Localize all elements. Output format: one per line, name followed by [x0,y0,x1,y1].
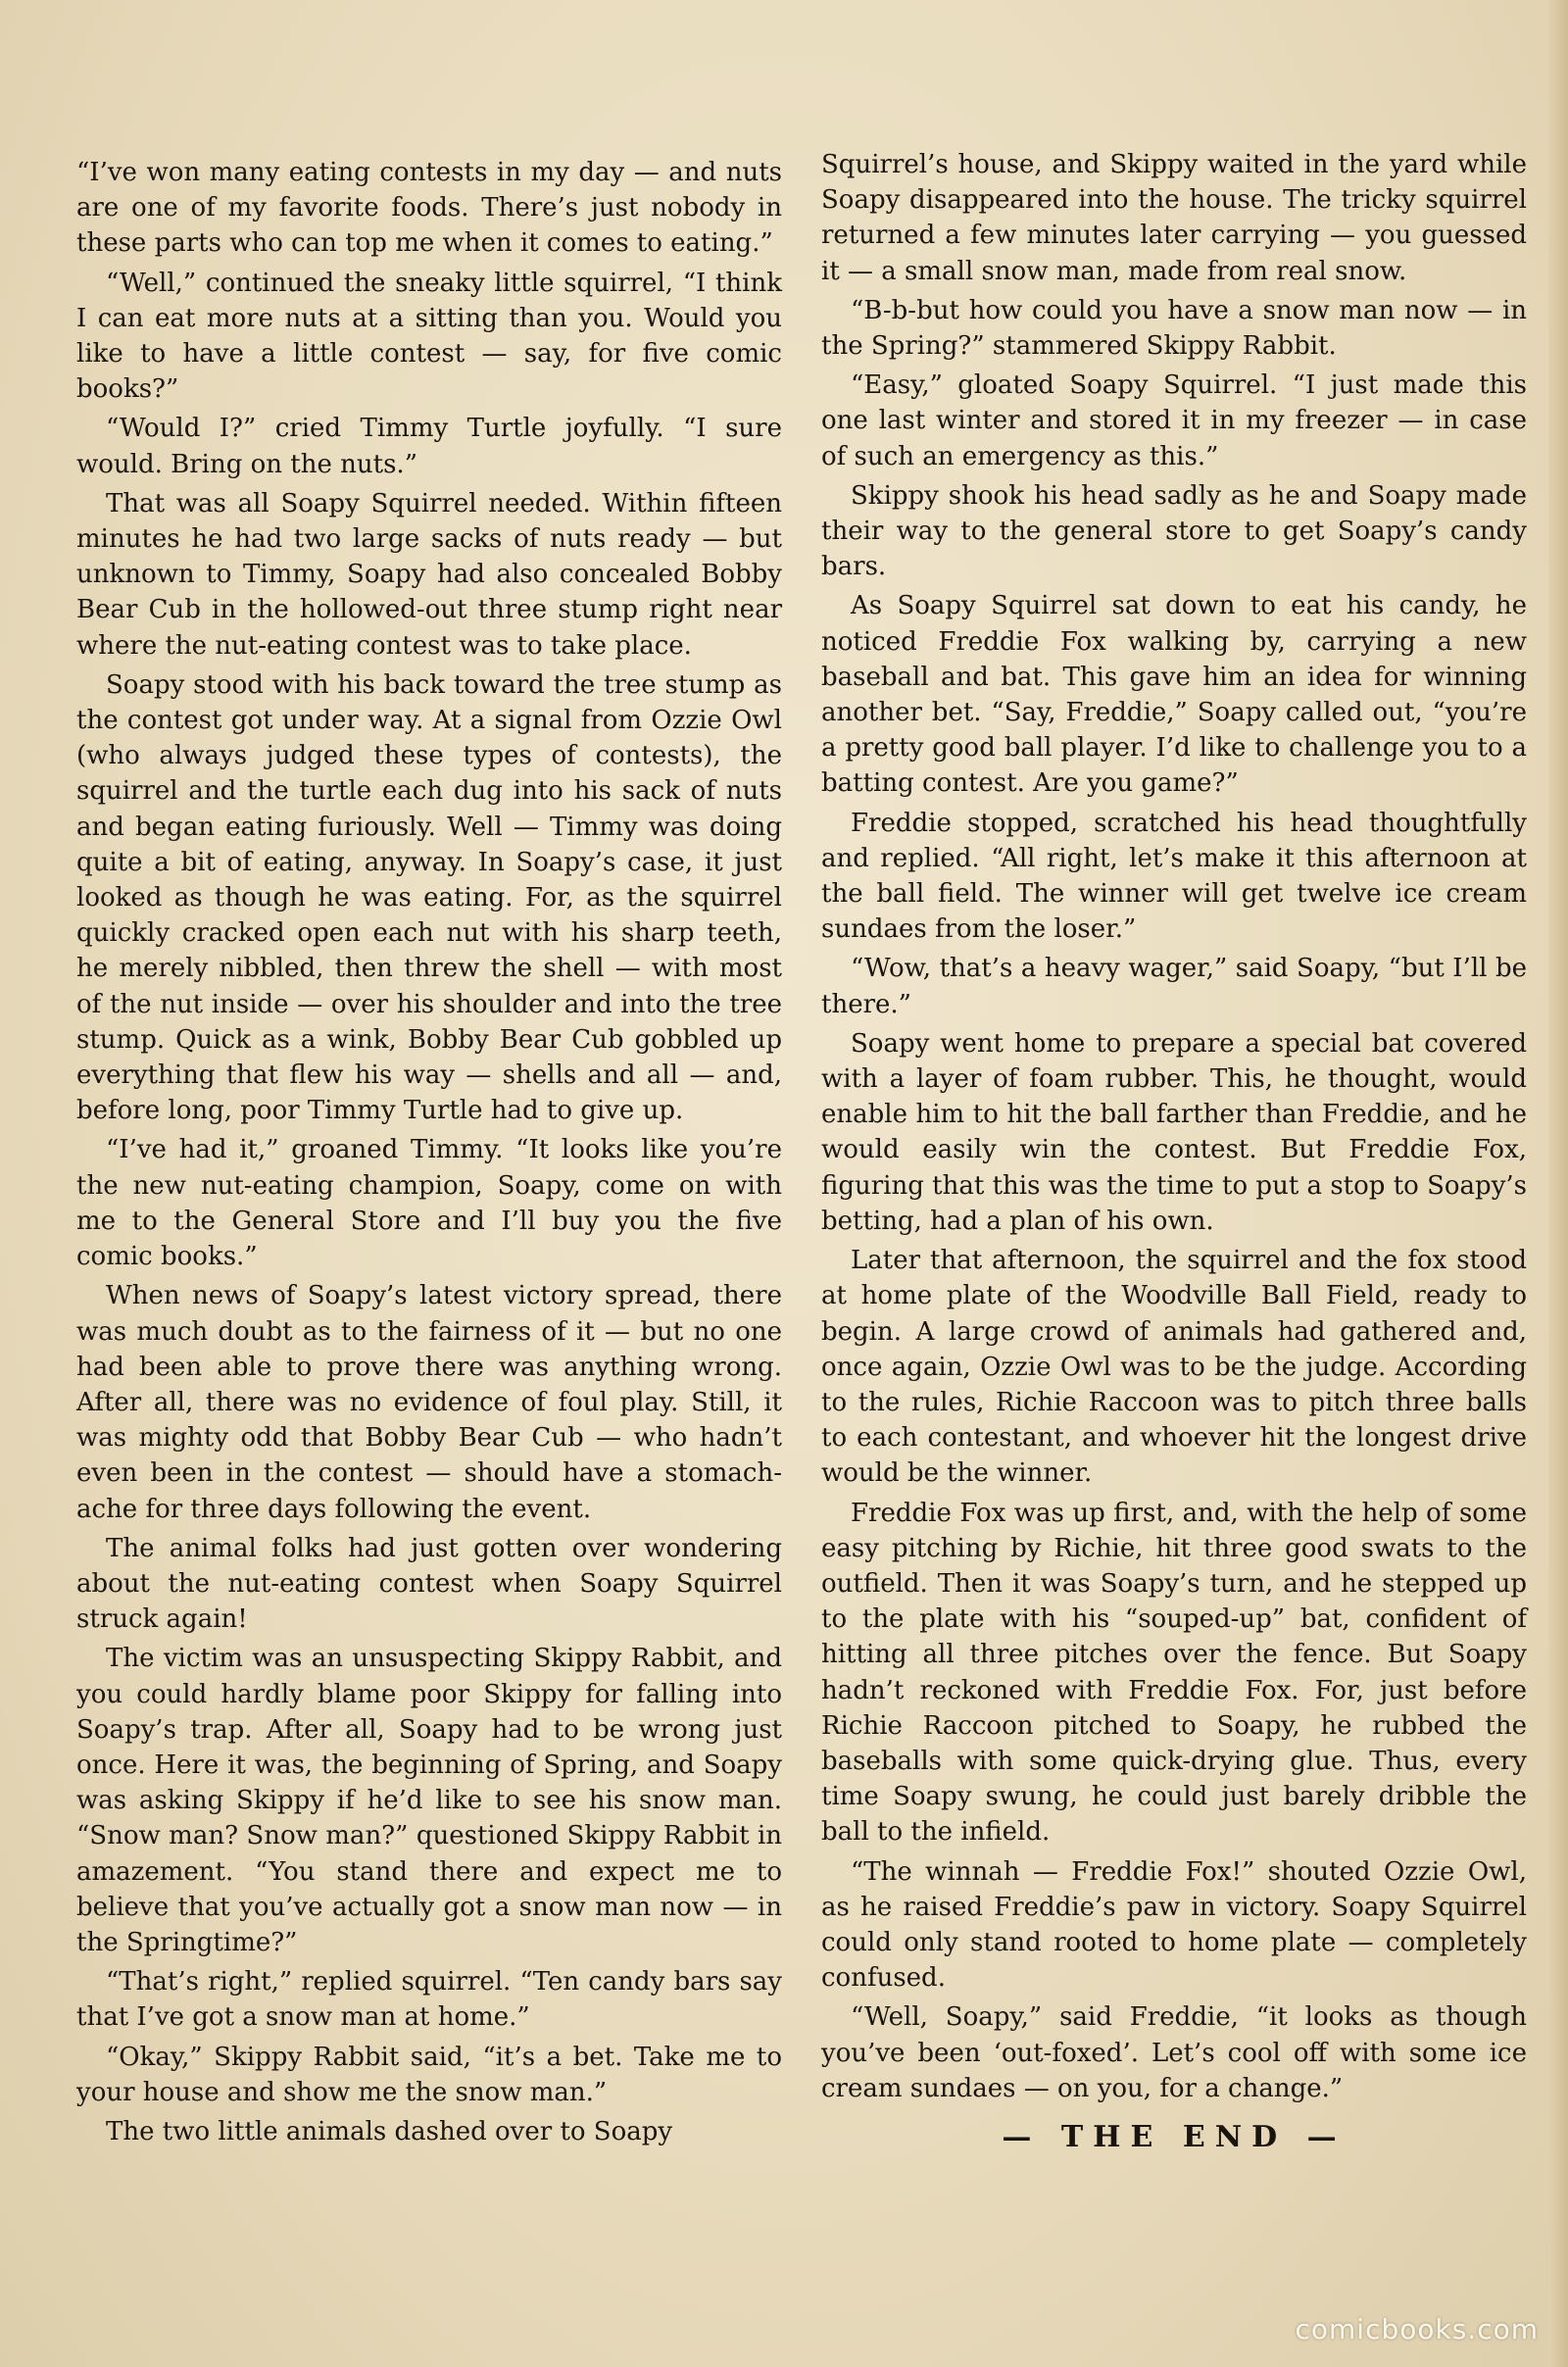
paragraph: Freddie stopped, scratched his head thoughtfully and replied. “All right, let’s make it this afternoon at the ball field. The winner will get twelve ice cream sundaes from the loser.” [821,808,1527,945]
paragraph: “Well, Soapy,” said Freddie, “it looks as though you’ve been ‘out-foxed’. Let’s cool off with some ice cream sundaes — on you, for a change.” [821,2002,1527,2103]
paragraph: Freddie Fox was up first, and, with the help of some easy pitching by Richie, hit three good swats to the outfield. Then it was Soapy’s turn, and he stepped up to the plate with his “souped-up” bat, confident of hitting all three pitches over the fence. But Soapy hadn’t reckoned with Freddie Fox. For, just before Richie Raccoon pitched to Soapy, he rubbed the baseballs with some quick-drying glue. Thus, every time Soapy swung, he could just barely dribble the ball to the infield. [821,1498,1527,1848]
the-end-label: — THE END — [1002,2119,1347,2154]
paragraph: “Easy,” gloated Soapy Squirrel. “I just made this one last winter and stored it in my freezer — in case of such an emergency as this.” [821,370,1527,471]
paragraph: “Wow, that’s a heavy wager,” said Soapy, “but I’ll be there.” [821,954,1527,1019]
paragraph: “B-b-but how could you have a snow man now — in the Spring?” stammered Skippy Rabbit. [821,295,1527,362]
paragraph: “That’s right,” replied squirrel. “Ten candy bars say that I’ve got a snow man at home.” [76,1967,782,2033]
paragraph: The two little animals dashed over to Soapy [106,2116,673,2146]
right-column [821,147,1527,2155]
left-column [76,155,782,2153]
paragraph: “I’ve won many eating contests in my day — and nuts are one of my favorite foods. There’s just nobody in these parts who can top me when it comes to eating.” [76,158,782,259]
paragraph: Squirrel’s house, and Skippy waited in the yard while Soapy disappeared into the house. The tricky squirrel returned a few minutes later carrying — you guessed it — a small snow man, made from real snow. [821,150,1527,286]
paragraph: “I’ve had it,” groaned Timmy. “It looks like you’re the new nut-eating champion, Soapy, come on with me to the General Store and I’ll buy you the five comic books.” [76,1135,782,1272]
paragraph: The victim was an unsuspecting Skippy Rabbit, and you could hardly blame poor Skippy for falling into Soapy’s trap. After all, Soapy had to be wrong just once. Here it was, the beginning of Spring, and Soapy was asking Skippy if he’d like to see his snow man. “Snow man? Snow man?” questioned Skippy Rabbit in amazement. “You stand there and expect me to believe that you’ve actually got a snow man now — in the Springtime?” [76,1644,782,1957]
story-columns [76,147,1527,2254]
paragraph: “Okay,” Skippy Rabbit said, “it’s a bet. Take me to your house and show me the snow man.” [76,2042,782,2107]
paragraph: Soapy stood with his back toward the tree stump as the contest got under way. At a signal from Ozzie Owl (who always judged these types of contests), the squirrel and the turtle each dug into his sack of nuts and began eating furiously. Well — Timmy was doing quite a bit of eating, anyway. In Soapy’s case, it just looked as though he was eating. For, as the squirrel quickly cracked open each nut with his sharp teeth, he merely nibbled, then threw the shell — with most of the nut inside — over his shoulder and into the tree stump. Quick as a wink, Bobby Bear Cub gobbled up everything that flew his way — shells and all — and, before long, poor Timmy Turtle had to give up. [76,669,782,1126]
page-edge [1548,0,1568,2367]
paragraph: The animal folks had just gotten over wondering about the nut-eating contest when Soapy Squirrel struck again! [76,1533,782,1635]
paragraph: “Well,” continued the sneaky little squirrel, “I think I can eat more nuts at a sitting than you. Would you like to have a little contest — say, for five comic books?” [76,268,782,405]
paragraph: “Would I?” cried Timmy Turtle joyfully. “I sure would. Bring on the nuts.” [76,414,782,479]
paragraph: Soapy went home to prepare a special bat covered with a layer of foam rubber. This, he thought, would enable him to hit the ball farther than Freddie, and he would easily win the contest. But Freddie Fox, figuring that this was the time to put a stop to Soapy’s betting, had a plan of his own. [821,1028,1527,1236]
paragraph: Later that afternoon, the squirrel and the fox stood at home plate of the Woodville Ball Field, ready to begin. A large crowd of animals had gathered and, once again, Ozzie Owl was to be the judge. According to the rules, Richie Raccoon was to pitch three balls to each contestant, and whoever hit the longest drive would be the winner. [821,1246,1527,1489]
paragraph: When news of Soapy’s latest victory spread, there was much doubt as to the fairness of it — but no one had been able to prove there was anything wrong. After all, there was no evidence of foul play. Still, it was mighty odd that Bobby Bear Cub — who hadn’t even been in the contest — should have a stomach-ache for three days following the event. [76,1281,782,1524]
paragraph: As Soapy Squirrel sat down to eat his candy, he noticed Freddie Fox walking by, carrying a new baseball and bat. This gave him an idea for winning another bet. “Say, Freddie,” Soapy called out, “you’re a pretty good ball player. I’d like to challenge you to a batting contest. Are you game?” [821,591,1527,799]
paragraph: That was all Soapy Squirrel needed. Within fifteen minutes he had two large sacks of nuts ready — but unknown to Timmy, Soapy had also concealed Bobby Bear Cub in the hollowed-out three stump right near where the nut-eating contest was to take place. [76,488,782,661]
site-watermark: comicbooks.com [1295,2313,1539,2345]
paragraph: “The winnah — Freddie Fox!” shouted Ozzie Owl, as he raised Freddie’s paw in victory. Soapy Squirrel could only stand rooted to home plate — completely confused. [821,1856,1527,1994]
paragraph: Skippy shook his head sadly as he and Soapy made their way to the general store to get Soapy’s candy bars. [821,480,1527,582]
